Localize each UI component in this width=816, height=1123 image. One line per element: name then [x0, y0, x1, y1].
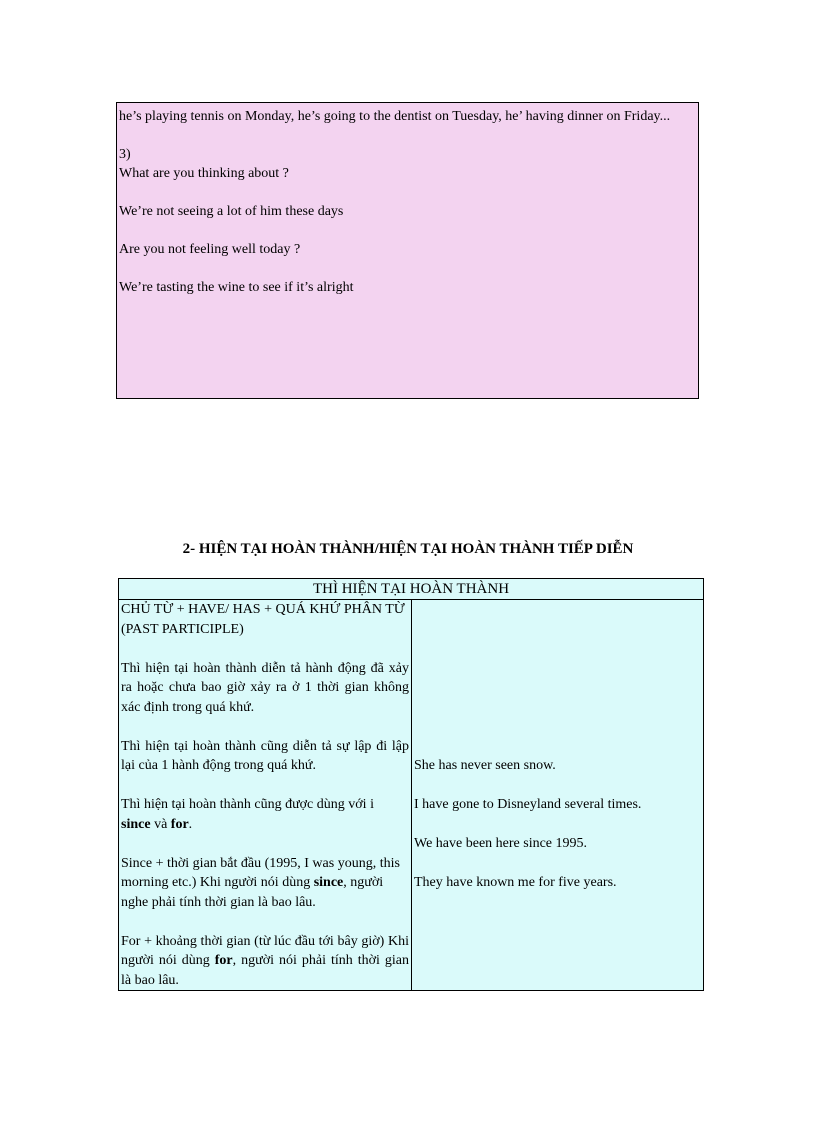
- example-sentence: We have been here since 1995.: [414, 836, 588, 851]
- table-row: [119, 600, 704, 991]
- example-sentence: I have gone to Disneyland several times.: [414, 797, 642, 812]
- intro-text: he’s playing tennis on Monday, he’s going to the dentist on Tuesday, he’ having dinner on Friday...: [119, 109, 671, 124]
- example-sentence: Are you not feeling well today ?: [119, 242, 301, 257]
- rule-text-part: , người nghe phải tính thời gian là bao lâu.: [121, 875, 384, 910]
- keyword-since: since: [313, 875, 344, 890]
- example-sentence: They have known me for five years.: [414, 875, 617, 890]
- rule-text-part: .: [188, 816, 193, 832]
- rule-text: [121, 854, 409, 913]
- example-box: [116, 102, 699, 399]
- rule-text: Thì hiện tại hoàn thành diễn tả hành động đã xảy ra hoặc chưa bao giờ xảy ra ở 1 thời gian không xác định trong quá khứ.: [121, 660, 409, 715]
- keyword-since: since: [121, 816, 151, 832]
- example-sentence: She has never seen snow.: [414, 758, 556, 773]
- table-header-row: [119, 579, 704, 600]
- section-title: 2- HIỆN TẠI HOÀN THÀNH/HIỆN TẠI HOÀN THÀNH TIẾP DIỄN: [182, 541, 634, 557]
- example-sentence: What are you thinking about ?: [119, 166, 289, 181]
- rules-cell: [119, 600, 412, 991]
- formula: CHỦ TỪ + HAVE/ HAS + QUÁ KHỨ PHÂN TỪ (PAST PARTICIPLE): [121, 602, 405, 637]
- table-header: THÌ HIỆN TẠI HOÀN THÀNH: [119, 579, 704, 600]
- rule-text-part: và: [150, 816, 171, 832]
- keyword-for: for: [214, 953, 233, 968]
- example-number: 3): [119, 147, 131, 162]
- grammar-table: [118, 578, 704, 991]
- rule-text-part: Thì hiện tại hoàn thành cũng được dùng với i: [121, 797, 374, 812]
- rule-text: [121, 932, 409, 991]
- example-sentence: We’re not seeing a lot of him these days: [119, 204, 344, 219]
- rule-text-part: , người nói phải tính thời gian là bao lâu.: [121, 953, 409, 988]
- keyword-for: for: [170, 816, 189, 832]
- rule-text-part: For + khoảng thời gian (từ lúc đầu tới bây giờ) Khi người nói dùng: [121, 933, 409, 968]
- rule-text: [121, 795, 409, 834]
- rule-text: Thì hiện tại hoàn thành cũng diễn tả sự lập đi lập lại của 1 hành động trong quá khứ.: [121, 738, 409, 773]
- rule-text-part: Since + thời gian bắt đầu (1995, I was young, this morning etc.) Khi người nói dùng: [121, 855, 400, 890]
- example-sentence: We’re tasting the wine to see if it’s alright: [119, 280, 354, 295]
- examples-cell: [412, 600, 704, 991]
